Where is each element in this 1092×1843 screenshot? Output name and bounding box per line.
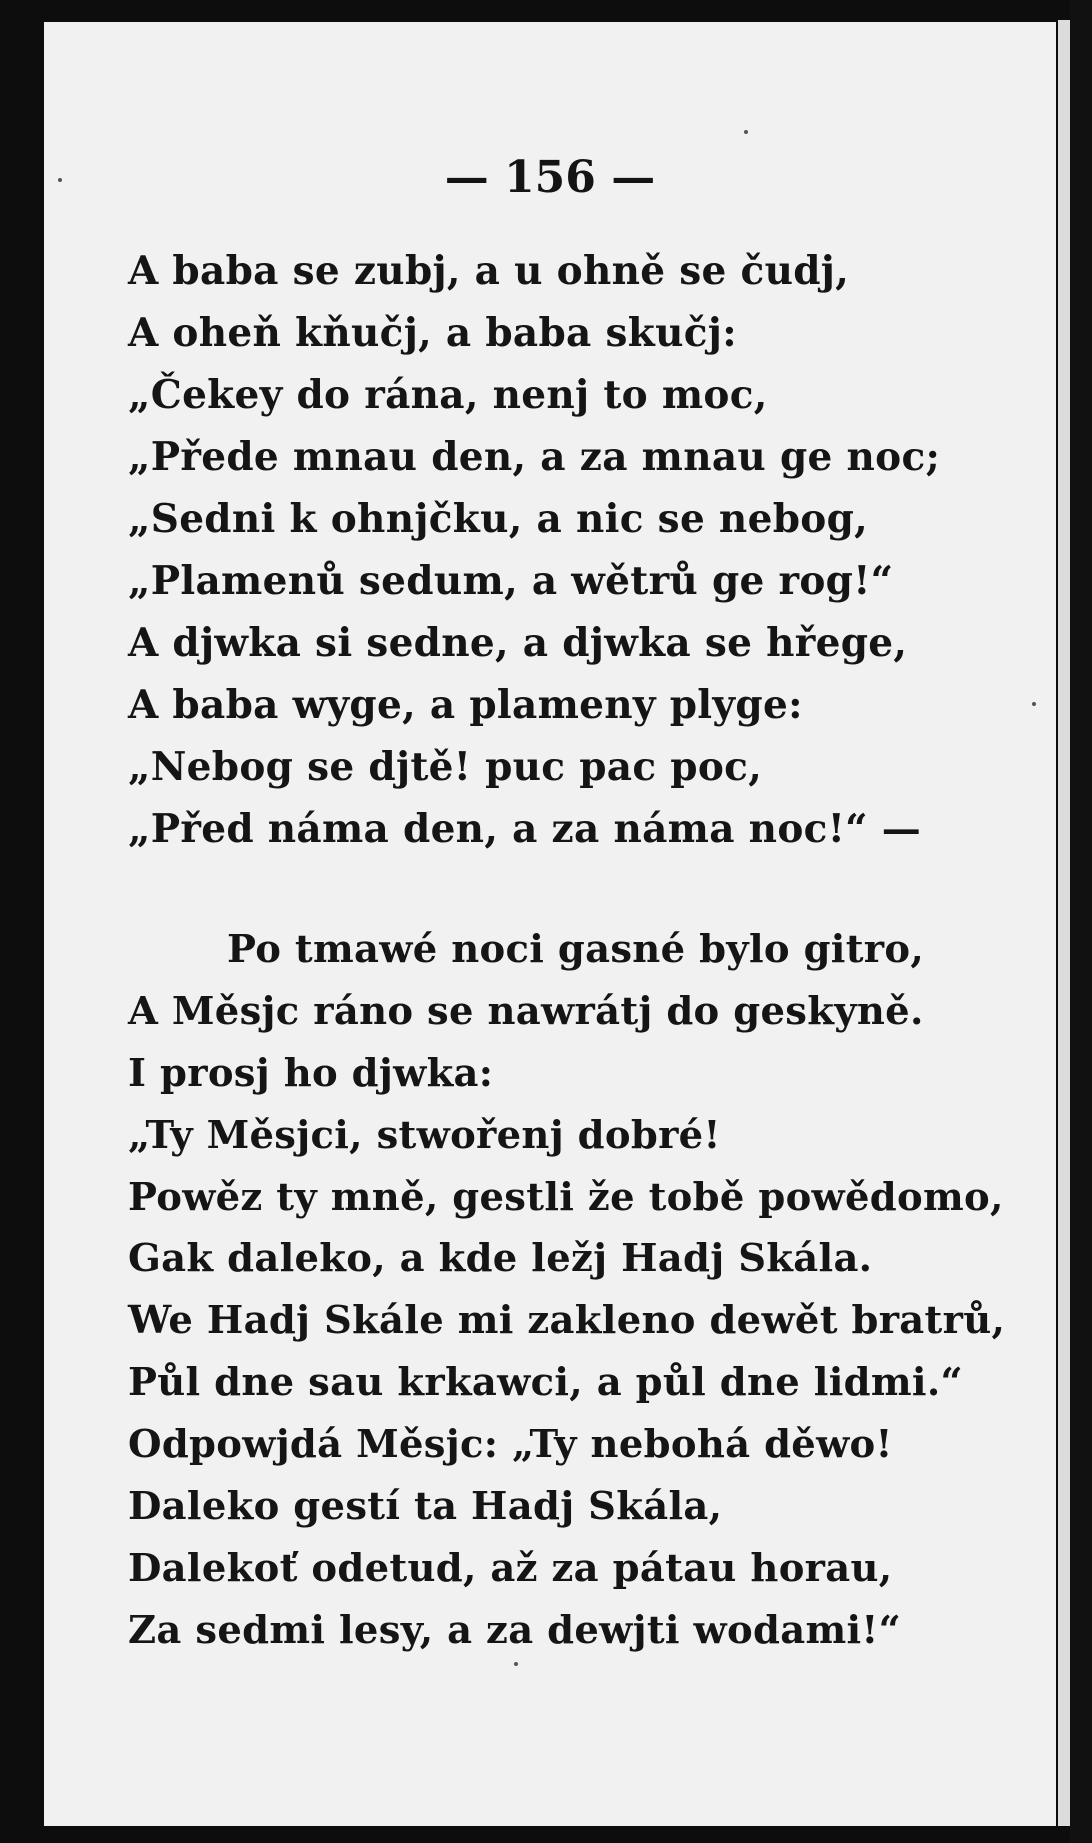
scan-speck <box>744 130 748 134</box>
scan-speck <box>514 1662 518 1666</box>
verse-line-indented: Po tmawé noci gasné bylo gitro, <box>227 927 925 972</box>
verse-line: A baba wyge, a plameny plyge: <box>128 682 803 728</box>
verse-line: Odpowjdá Měsjc: „Ty nebohá děwo! <box>128 1422 893 1468</box>
verse-line: Gak daleko, a kde ležj Hadj Skála. <box>128 1236 873 1282</box>
verse-line: We Hadj Skále mi zakleno dewět bratrů, <box>128 1298 1006 1344</box>
stanza-1 <box>44 240 1056 860</box>
stanza-2 <box>44 919 1056 1662</box>
verse-line: A oheň kňučj, a baba skučj: <box>128 310 737 356</box>
verse-line: A djwka si sedne, a djwka se hřege, <box>128 620 908 666</box>
page-edge <box>1058 20 1070 1826</box>
verse-line: „Čekey do rána, nenj to moc, <box>128 372 768 418</box>
scan-speck <box>58 178 62 182</box>
verse-line: Powěz ty mně, gestli že tobě powědomo, <box>128 1174 1004 1220</box>
scan-border <box>1070 0 1092 1843</box>
verse-line: A baba se zubj, a u ohně se čudj, <box>128 248 850 294</box>
verse-line: „Přede mnau den, a za mnau ge noc; <box>128 434 941 480</box>
verse-line: „Ty Měsjci, stwořenj dobré! <box>128 1112 721 1158</box>
verse-line: „Nebog se djtě! puc pac poc, <box>128 744 763 790</box>
book-page <box>44 22 1056 1826</box>
verse-line: A Měsjc ráno se nawrátj do geskyně. <box>128 988 924 1034</box>
page-number: — 156 — <box>444 152 656 203</box>
verse-line: Za sedmi lesy, a za dewjti wodami!“ <box>128 1607 902 1653</box>
verse-line: „Plamenů sedum, a wětrů ge rog!“ <box>128 558 894 604</box>
verse-line: Daleko gestí ta Hadj Skála, <box>128 1484 723 1530</box>
verse-line: I prosj ho djwka: <box>128 1050 494 1096</box>
scan-speck <box>1032 702 1036 706</box>
verse-line: „Před náma den, a za náma noc!“ — <box>128 806 922 852</box>
verse-line: Dalekoť odetud, až za pátau horau, <box>128 1545 893 1591</box>
verse-line: Půl dne sau krkawci, a půl dne lidmi.“ <box>128 1360 963 1406</box>
verse-line: „Sedni k ohnjčku, a nic se nebog, <box>128 496 869 542</box>
